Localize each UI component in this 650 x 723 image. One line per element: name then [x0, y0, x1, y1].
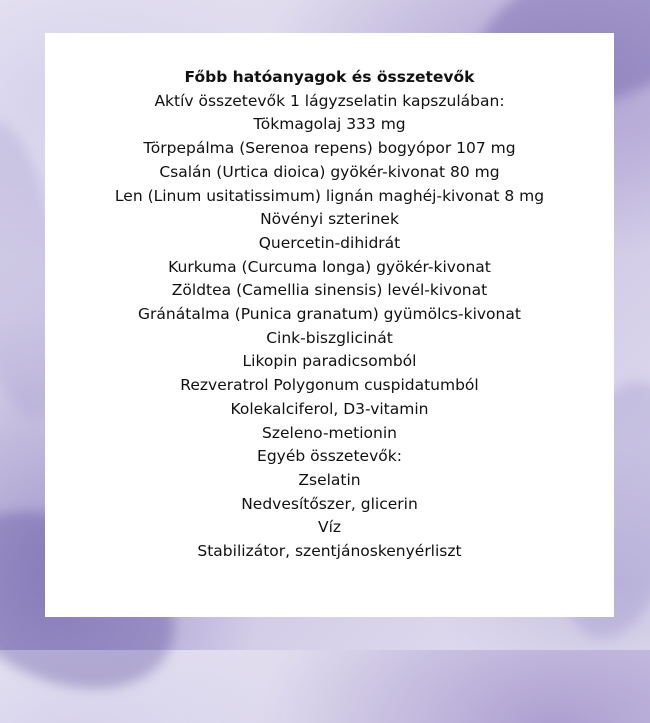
ingredient-line: Nedvesítőszer, glicerin	[241, 494, 418, 513]
ingredient-line: Kurkuma (Curcuma longa) gyökér-kivonat	[168, 257, 491, 276]
ingredient-line: Szeleno-metionin	[262, 423, 397, 442]
ingredient-line: Növényi szterinek	[260, 210, 399, 229]
ingredient-line: Kolekalciferol, D3-vitamin	[230, 399, 429, 418]
ingredient-line: Stabilizátor, szentjánoskenyérliszt	[197, 542, 462, 561]
ingredient-line: Gránátalma (Punica granatum) gyümölcs-kivonat	[138, 305, 521, 324]
ingredients-card	[45, 33, 614, 617]
ingredient-line: Víz	[317, 518, 342, 537]
ingredient-line: Cink-biszglicinát	[266, 328, 393, 347]
ingredient-line: Zöldtea (Camellia sinensis) levél-kivonat	[171, 281, 488, 300]
ingredient-line: Aktív összetevők 1 lágyzselatin kapszulában:	[154, 91, 505, 110]
ingredient-line: Rezveratrol Polygonum cuspidatumból	[180, 376, 479, 395]
card-title: Főbb hatóanyagok és összetevők	[184, 68, 475, 86]
ingredient-line: Törpepálma (Serenoa repens) bogyópor 107 mg	[143, 139, 516, 158]
ingredient-line: Likopin paradicsomból	[242, 352, 417, 371]
ingredient-line: Csalán (Urtica dioica) gyökér-kivonat 80 mg	[159, 162, 500, 181]
ingredient-line: Tökmagolaj 333 mg	[253, 115, 406, 134]
ingredient-line: Len (Linum usitatissimum) lignán maghéj-kivonat 8 mg	[114, 186, 545, 205]
ingredient-line: Zselatin	[298, 470, 361, 489]
section-label-other-ingredients: Egyéb összetevők:	[257, 447, 402, 466]
ingredient-line: Quercetin-dihidrát	[258, 233, 401, 252]
